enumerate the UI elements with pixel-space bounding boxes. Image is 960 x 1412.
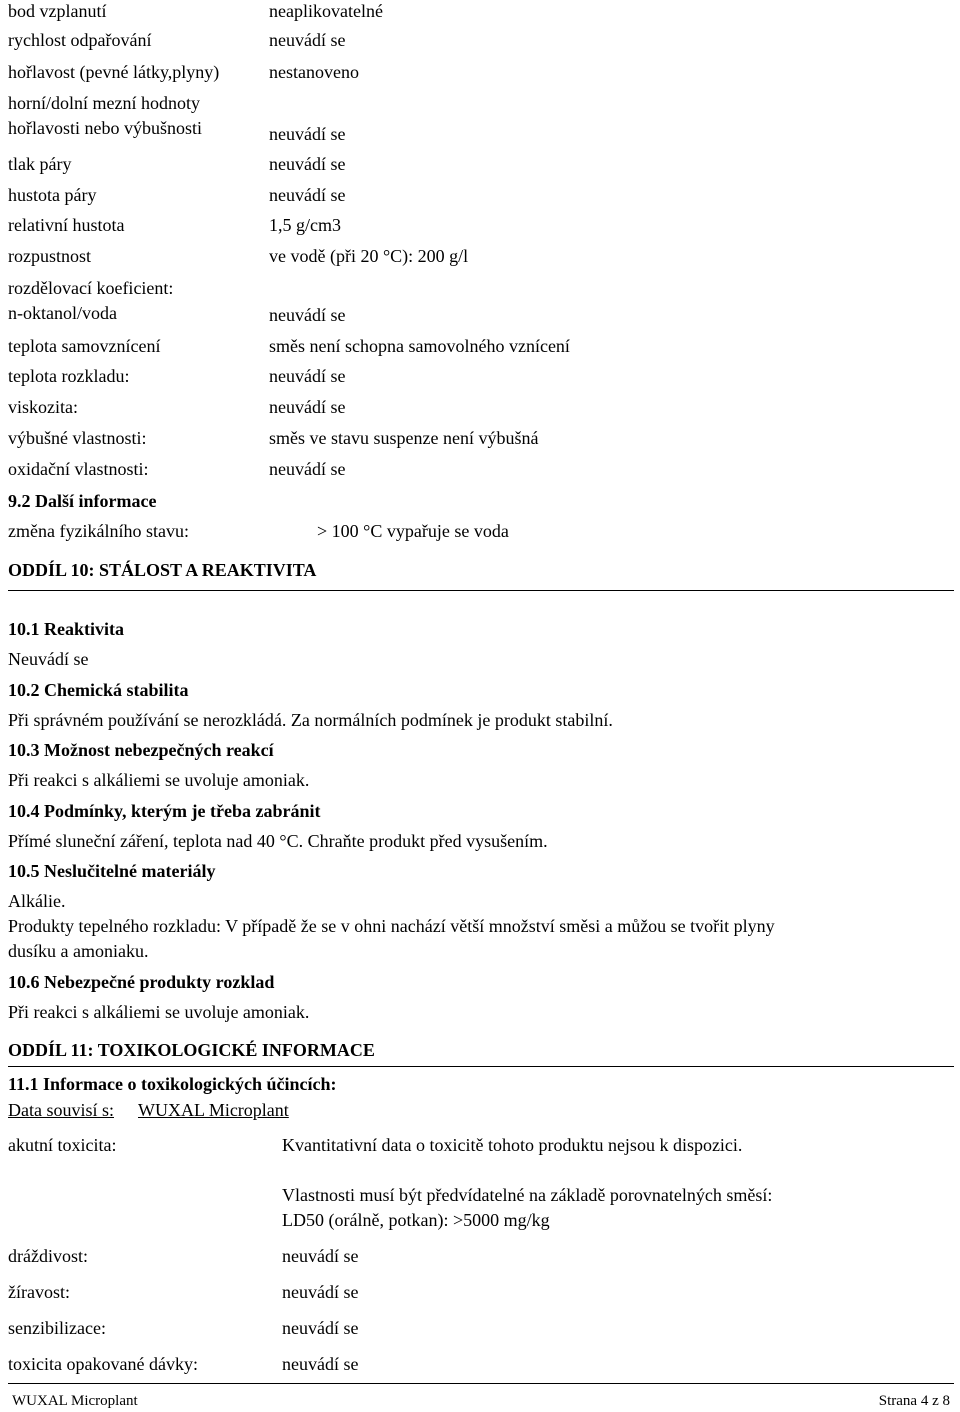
prop-value: směs není schopna samovolného vznícení (269, 336, 570, 356)
prop-label-cont: hořlavosti nebo výbušnosti (8, 118, 202, 138)
prop-label: teplota rozkladu: (8, 366, 130, 386)
prop-value: neuvádí se (269, 124, 346, 144)
prop-label: rychlost odpařování (8, 30, 152, 50)
prop-value: nestanoveno (269, 62, 359, 82)
tox-label: dráždivost: (8, 1246, 88, 1266)
prop-value: ve vodě (při 20 °C): 200 g/l (269, 246, 469, 266)
section-10-2-text: Při správném používání se nerozkládá. Za normálních podmínek je produkt stabilní. (8, 710, 613, 730)
section-10-1-heading: 10.1 Reaktivita (8, 619, 124, 639)
prop-label: relativní hustota (8, 215, 125, 235)
acute-toxicity-value: Vlastnosti musí být předvídatelné na základě porovnatelných směsí: (282, 1185, 773, 1205)
section-divider (8, 1066, 954, 1067)
section-11-title: ODDÍL 11: TOXIKOLOGICKÉ INFORMACE (8, 1040, 375, 1060)
prop-value: neaplikovatelné (269, 1, 383, 21)
prop-label: rozpustnost (8, 246, 91, 266)
footer-divider (8, 1383, 954, 1384)
footer-product: WUXAL Microplant (12, 1393, 138, 1409)
section-10-4-text: Přímé sluneční záření, teplota nad 40 °C. Chraňte produkt před vysušením. (8, 831, 548, 851)
tox-value: neuvádí se (282, 1246, 359, 1266)
section-10-3-text: Při reakci s alkáliemi se uvoluje amoniak. (8, 770, 310, 790)
prop-label-cont: n-oktanol/voda (8, 303, 117, 323)
phase-change-value: > 100 °C vypařuje se voda (317, 521, 509, 541)
section-9-2-heading: 9.2 Další informace (8, 491, 157, 511)
tox-value: neuvádí se (282, 1282, 359, 1302)
section-10-6-heading: 10.6 Nebezpečné produkty rozklad (8, 972, 275, 992)
prop-value: neuvádí se (269, 459, 346, 479)
phase-change-label: změna fyzikálního stavu: (8, 521, 189, 541)
section-10-3-heading: 10.3 Možnost nebezpečných reakcí (8, 740, 274, 760)
prop-label: výbušné vlastnosti: (8, 428, 147, 448)
tox-label: žíravost: (8, 1282, 70, 1302)
tox-label: toxicita opakované dávky: (8, 1354, 198, 1374)
footer-page-number: Strana 4 z 8 (878, 1393, 950, 1409)
prop-value: neuvádí se (269, 397, 346, 417)
prop-label: bod vzplanutí (8, 1, 107, 21)
section-10-5-heading: 10.5 Neslučitelné materiály (8, 861, 216, 881)
section-10-5-text: dusíku a amoniaku. (8, 941, 149, 961)
prop-value: neuvádí se (269, 185, 346, 205)
prop-value: směs ve stavu suspenze není výbušná (269, 428, 539, 448)
prop-label: hustota páry (8, 185, 97, 205)
data-relates-label: Data souvisí s: (8, 1100, 114, 1120)
prop-label: tlak páry (8, 154, 72, 174)
prop-value: 1,5 g/cm3 (269, 215, 341, 235)
section-10-5-text: Produkty tepelného rozkladu: V případě že se v ohni nachází větší množství směsi a můžou se tvořit plyny (8, 916, 775, 936)
section-10-5-text: Alkálie. (8, 891, 66, 911)
data-relates-value: WUXAL Microplant (138, 1100, 289, 1120)
prop-value: neuvádí se (269, 305, 346, 325)
tox-value: neuvádí se (282, 1354, 359, 1374)
prop-label: hořlavost (pevné látky,plyny) (8, 62, 220, 82)
prop-value: neuvádí se (269, 154, 346, 174)
tox-value: neuvádí se (282, 1318, 359, 1338)
acute-toxicity-label: akutní toxicita: (8, 1135, 117, 1155)
prop-value: neuvádí se (269, 366, 346, 386)
section-10-2-heading: 10.2 Chemická stabilita (8, 680, 189, 700)
section-10-title: ODDÍL 10: STÁLOST A REAKTIVITA (8, 560, 317, 580)
section-10-4-heading: 10.4 Podmínky, kterým je třeba zabránit (8, 801, 321, 821)
section-10-1-text: Neuvádí se (8, 649, 89, 669)
prop-label: oxidační vlastnosti: (8, 459, 149, 479)
acute-toxicity-value: LD50 (orálně, potkan): >5000 mg/kg (282, 1210, 550, 1230)
acute-toxicity-value: Kvantitativní data o toxicitě tohoto produktu nejsou k dispozici. (282, 1135, 743, 1155)
section-10-6-text: Při reakci s alkáliemi se uvoluje amoniak. (8, 1002, 310, 1022)
section-11-1-heading: 11.1 Informace o toxikologických účincích: (8, 1074, 337, 1094)
prop-label: horní/dolní mezní hodnoty (8, 93, 200, 113)
section-divider (8, 590, 954, 591)
prop-label: teplota samovznícení (8, 336, 161, 356)
tox-label: senzibilizace: (8, 1318, 106, 1338)
prop-value: neuvádí se (269, 30, 346, 50)
prop-label: viskozita: (8, 397, 78, 417)
prop-label: rozdělovací koeficient: (8, 278, 174, 298)
